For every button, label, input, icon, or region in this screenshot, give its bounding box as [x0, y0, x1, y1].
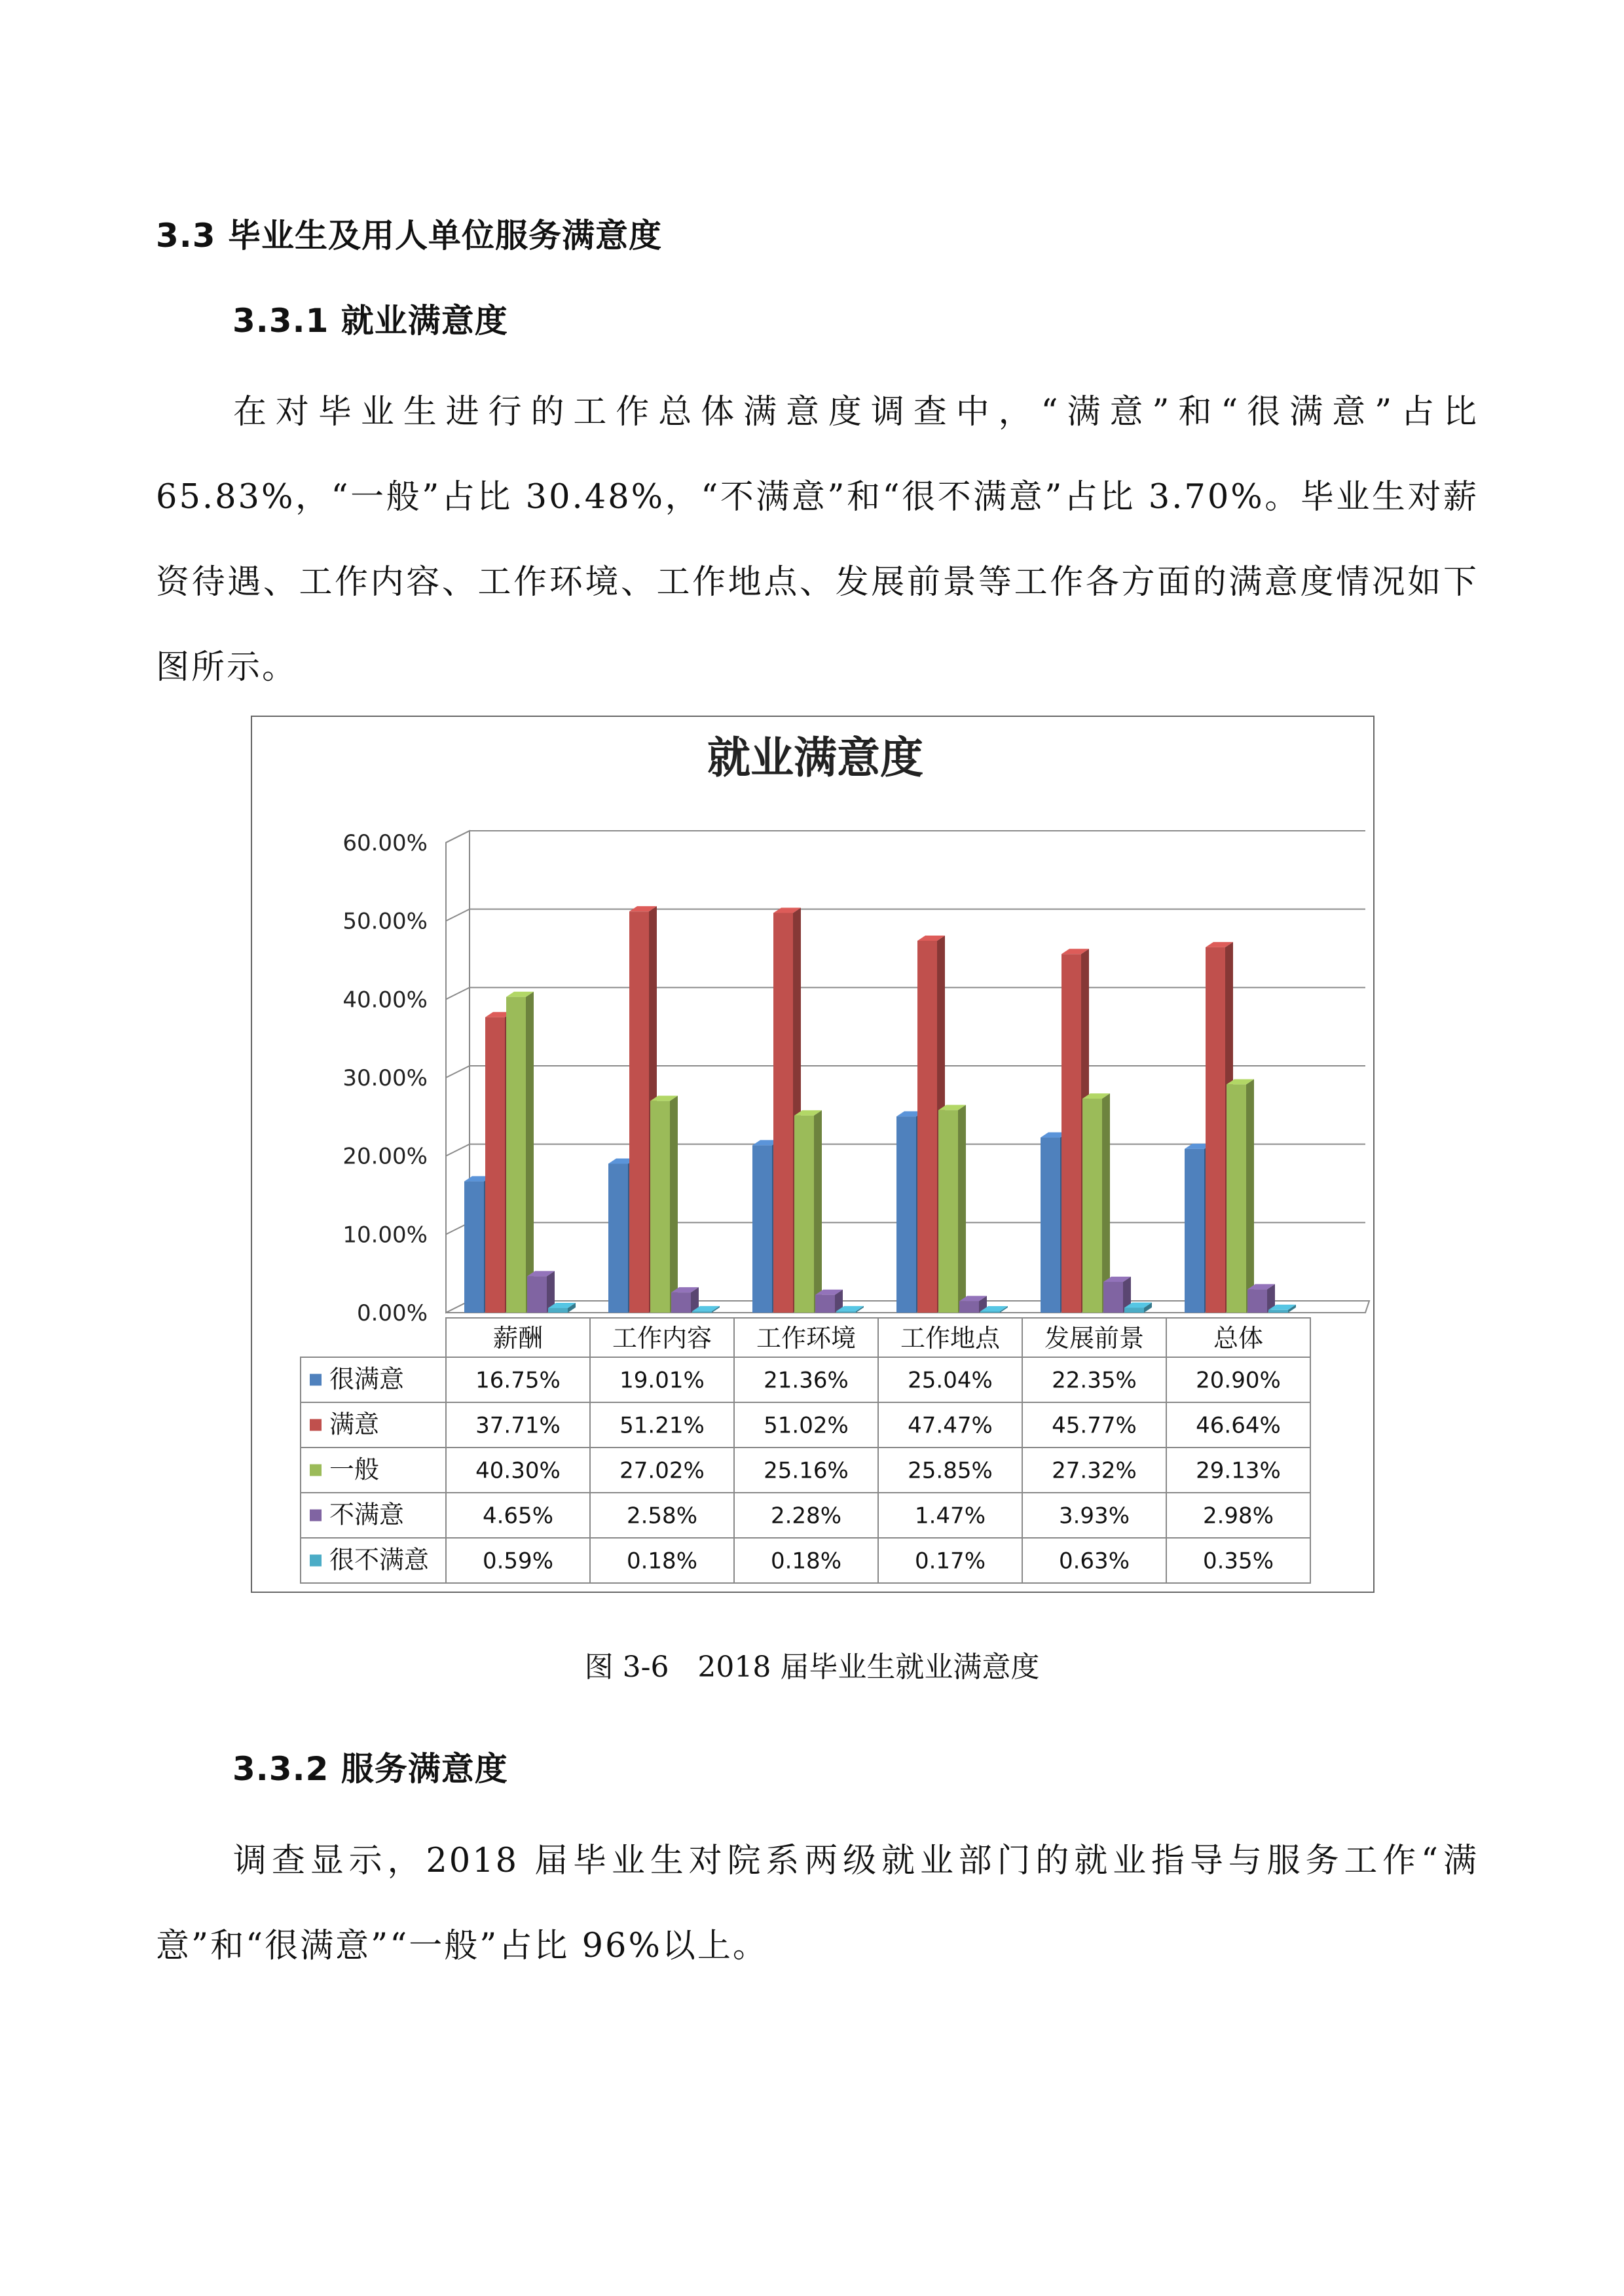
figure-caption: 图 3-6 2018 届毕业生就业满意度: [584, 1650, 1040, 1684]
data-label: 2.98%: [1202, 1503, 1274, 1529]
bar-不满意-薪酬: [527, 1271, 555, 1313]
legend-swatch: [310, 1419, 322, 1431]
legend-label: 不满意: [329, 1500, 405, 1529]
data-label: 0.63%: [1058, 1548, 1130, 1575]
data-label: 22.35%: [1052, 1367, 1137, 1394]
data-label: 2.28%: [770, 1503, 842, 1529]
x-category-label: 工作环境: [756, 1324, 857, 1353]
x-category-label: 工作地点: [900, 1324, 1001, 1353]
bar-front: [1206, 947, 1225, 1313]
data-label: 4.65%: [482, 1503, 554, 1529]
bar-side: [670, 1096, 678, 1313]
bar-front: [752, 1145, 772, 1313]
data-label: 2.58%: [626, 1503, 698, 1529]
y-tick-label: 0.00%: [356, 1300, 428, 1326]
bar-不满意-工作内容: [671, 1287, 699, 1313]
x-category-label: 工作内容: [612, 1324, 712, 1353]
data-label: 16.75%: [475, 1367, 561, 1394]
data-label: 51.21%: [619, 1412, 705, 1439]
data-label: 0.35%: [1202, 1548, 1274, 1575]
bar-front: [527, 1276, 547, 1313]
bar-一般-发展前景: [1082, 1093, 1110, 1313]
bar-front: [1268, 1310, 1288, 1313]
chart-data-table: [301, 1318, 1310, 1583]
chart-title: 就业满意度: [707, 733, 923, 783]
gridline-diagonal: [446, 987, 470, 999]
data-label: 51.02%: [764, 1412, 849, 1439]
bar-front: [1124, 1307, 1144, 1313]
bar-front: [1247, 1289, 1267, 1313]
y-tick-label: 50.00%: [342, 908, 428, 935]
data-label: 25.16%: [764, 1457, 849, 1484]
bar-front: [1082, 1099, 1102, 1313]
section-heading: 3.3 毕业生及用人单位服务满意度: [156, 217, 662, 255]
bar-一般-总体: [1227, 1079, 1254, 1313]
bar-一般-工作环境: [794, 1110, 822, 1313]
data-label: 40.30%: [475, 1457, 561, 1484]
bar-front: [464, 1182, 484, 1313]
employment-paragraph: 在对毕业生进行的工作总体满意度调查中，“满意”和“很满意”占比65.83%，“一般”占比 30.48%，“不满意”和“很不满意”占比 3.70%。毕业生对薪资待遇、工作内容、工作环境、工作地点、发展前景等工作各方面的满意度情况如下图所示。: [156, 393, 1479, 687]
y-tick-label: 20.00%: [342, 1143, 428, 1170]
bar-front: [917, 941, 937, 1313]
y-tick-label: 10.00%: [342, 1222, 428, 1248]
data-label: 47.47%: [908, 1412, 993, 1439]
y-tick-label: 60.00%: [342, 830, 428, 856]
bar-side: [526, 992, 534, 1313]
y-tick-label: 30.00%: [342, 1065, 428, 1091]
data-label: 0.18%: [626, 1548, 698, 1575]
data-label: 19.01%: [619, 1367, 705, 1394]
bar-front: [815, 1295, 835, 1313]
bar-front: [506, 997, 526, 1313]
data-label: 21.36%: [764, 1367, 849, 1394]
data-label: 3.93%: [1058, 1503, 1130, 1529]
legend-label: 满意: [329, 1410, 380, 1439]
bar-side: [958, 1105, 966, 1313]
bar-一般-薪酬: [506, 992, 534, 1313]
bar-front: [650, 1101, 670, 1313]
bar-front: [1227, 1084, 1246, 1313]
data-label: 27.32%: [1052, 1457, 1137, 1484]
employment-satisfaction-chart: [252, 717, 1373, 1592]
bar-side: [814, 1110, 822, 1313]
bar-front: [1103, 1282, 1123, 1313]
data-label: 1.47%: [914, 1503, 986, 1529]
bar-front: [794, 1116, 814, 1313]
bar-front: [896, 1116, 916, 1313]
bar-front: [980, 1311, 1000, 1313]
bar-front: [548, 1308, 568, 1313]
data-label: 20.90%: [1196, 1367, 1281, 1394]
legend-swatch: [310, 1510, 322, 1522]
service-paragraph: 调查显示，2018 届毕业生对院系两级就业部门的就业指导与服务工作“满意”和“很满意”“一般”占比 96%以上。: [156, 1842, 1479, 1965]
bar-一般-工作地点: [938, 1105, 966, 1313]
data-label: 29.13%: [1196, 1457, 1281, 1484]
chart-container: [251, 716, 1375, 1593]
gridline-diagonal: [446, 909, 470, 921]
data-label: 0.18%: [770, 1548, 842, 1575]
data-label: 46.64%: [1196, 1412, 1281, 1439]
bar-front: [938, 1110, 958, 1313]
bar-不满意-工作环境: [815, 1290, 843, 1313]
data-label: 45.77%: [1052, 1412, 1137, 1439]
bar-front: [629, 911, 649, 1313]
legend-label: 一般: [329, 1455, 380, 1484]
x-category-label: 薪酬: [492, 1324, 544, 1353]
x-category-label: 总体: [1213, 1324, 1264, 1353]
legend-swatch: [310, 1374, 322, 1386]
bar-front: [608, 1164, 628, 1313]
y-tick-label: 40.00%: [342, 987, 428, 1013]
data-label: 0.17%: [914, 1548, 986, 1575]
bar-front: [1185, 1149, 1204, 1313]
bar-side: [1246, 1079, 1254, 1313]
legend-swatch: [310, 1465, 322, 1476]
subsection-heading-employment: 3.3.1 就业满意度: [232, 302, 508, 340]
legend-label: 很不满意: [329, 1545, 430, 1575]
bar-front: [485, 1017, 505, 1313]
bar-front: [773, 913, 793, 1313]
bar-front: [692, 1311, 712, 1313]
data-label: 27.02%: [619, 1457, 705, 1484]
bar-front: [1041, 1138, 1060, 1313]
chart-bars: [464, 906, 1296, 1313]
data-label: 0.59%: [482, 1548, 554, 1575]
x-category-label: 发展前景: [1044, 1324, 1145, 1353]
data-label: 25.85%: [908, 1457, 993, 1484]
data-label: 25.04%: [908, 1367, 993, 1394]
legend-swatch: [310, 1555, 322, 1567]
bar-front: [1061, 954, 1081, 1313]
legend-label: 很满意: [329, 1364, 405, 1394]
bar-front: [959, 1301, 979, 1313]
gridline-diagonal: [446, 831, 470, 843]
bar-front: [836, 1311, 856, 1313]
subsection-heading-service: 3.3.2 服务满意度: [232, 1750, 508, 1788]
bar-front: [671, 1292, 691, 1313]
gridline-diagonal: [446, 1144, 470, 1156]
data-label: 37.71%: [475, 1412, 561, 1439]
gridline-diagonal: [446, 1066, 470, 1078]
bar-一般-工作内容: [650, 1096, 678, 1313]
